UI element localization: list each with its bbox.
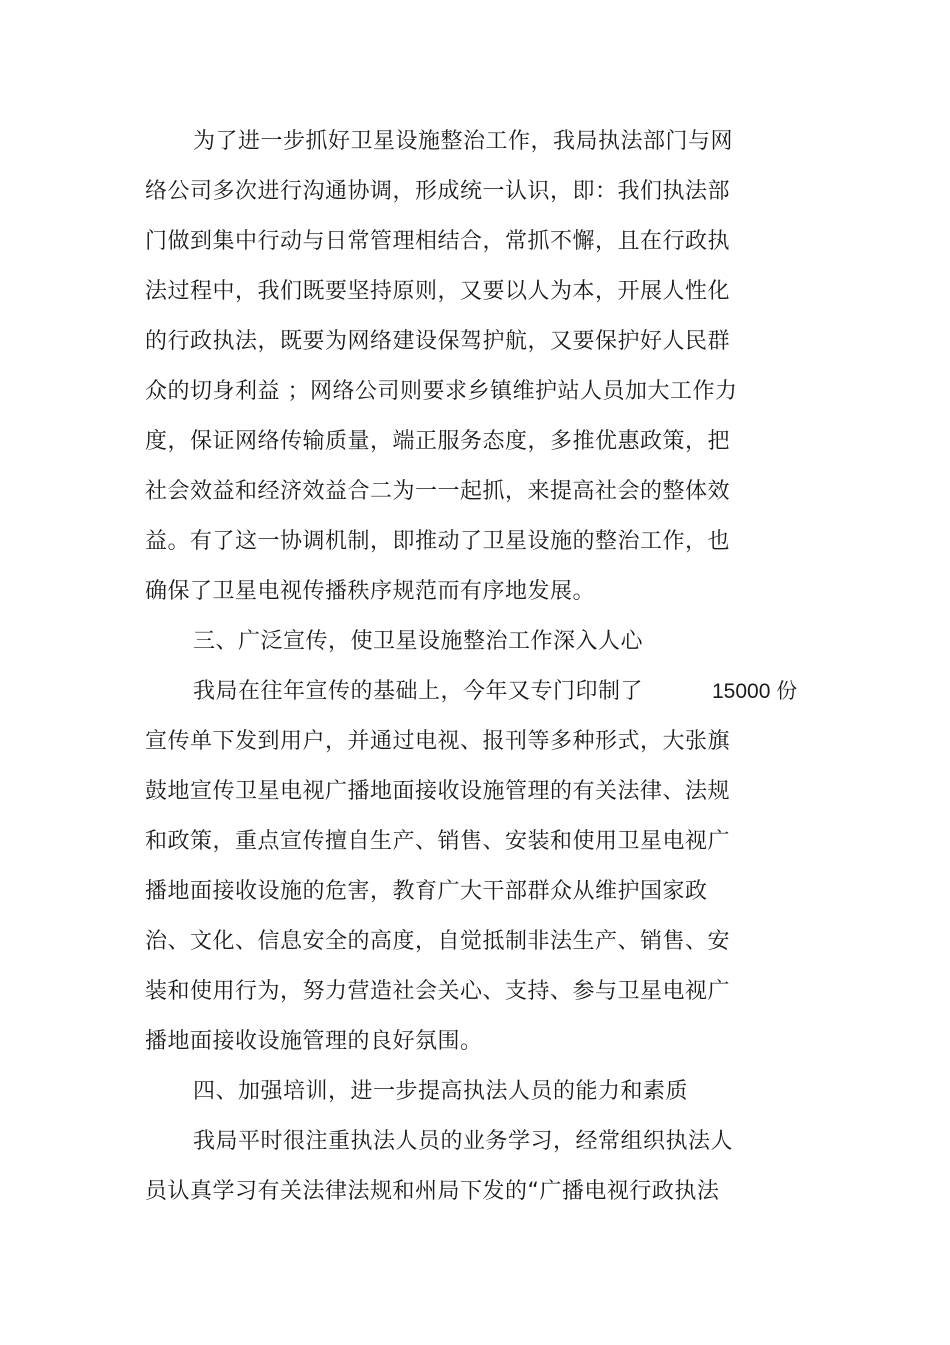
paragraph-line: 益。有了这一协调机制，即推动了卫星设施的整治工作，也 [145, 529, 731, 554]
paragraph-line: 员认真学习有关法律法规和州局下发的“广播电视行政执法 [145, 1179, 720, 1204]
paragraph-line: 播地面接收设施的危害，教育广大干部群众从维护国家政 [145, 879, 708, 904]
paragraph-line: 治、文化、信息安全的高度，自觉抵制非法生产、销售、安 [145, 929, 731, 954]
paragraph-line: 门做到集中行动与日常管理相结合，常抓不懈，且在行政执 [145, 229, 731, 254]
paragraph-line: 的行政执法，既要为网络建设保驾护航，又要保护好人民群 [145, 329, 731, 354]
paragraph-line: 鼓地宣传卫星电视广播地面接收设施管理的有关法律、法规 [145, 779, 731, 804]
paragraph-line: 为了进一步抓好卫星设施整治工作，我局执法部门与网 [193, 129, 734, 154]
paragraph-line: 宣传单下发到用户，并通过电视、报刊等多种形式，大张旗 [145, 729, 731, 754]
paragraph-line: 社会效益和经济效益合二为一一起抓，来提高社会的整体效 [145, 479, 731, 504]
paragraph-line: 我局平时很注重执法人员的业务学习，经常组织执法人 [193, 1129, 734, 1154]
paragraph-line: 度，保证网络传输质量，端正服务态度，多推优惠政策，把 [145, 429, 731, 454]
paragraph-line: 和政策，重点宣传擅自生产、销售、安装和使用卫星电视广 [145, 829, 731, 854]
paragraph-line: 播地面接收设施管理的良好氛围。 [145, 1029, 483, 1054]
paragraph-line: 我局在往年宣传的基础上，今年又专门印制了 [193, 679, 644, 704]
paragraph-line: 络公司多次进行沟通协调，形成统一认识，即：我们执法部 [145, 179, 731, 204]
paragraph-line: 众的切身利益 ；网络公司则要求乡镇维护站人员加大工作力 [145, 379, 738, 404]
section-heading: 四、加强培训，进一步提高执法人员的能力和素质 [193, 1079, 689, 1104]
paragraph-line: 法过程中，我们既要坚持原则，又要以人为本，开展人性化 [145, 279, 731, 304]
paragraph-line: 装和使用行为，努力营造社会关心、支持、参与卫星电视广 [145, 979, 731, 1004]
paragraph-line: 确保了卫星电视传播秩序规范而有序地发展。 [145, 579, 596, 604]
section-heading: 三、广泛宣传，使卫星设施整治工作深入人心 [193, 629, 644, 654]
copies-count: 15000 份 [712, 680, 798, 703]
